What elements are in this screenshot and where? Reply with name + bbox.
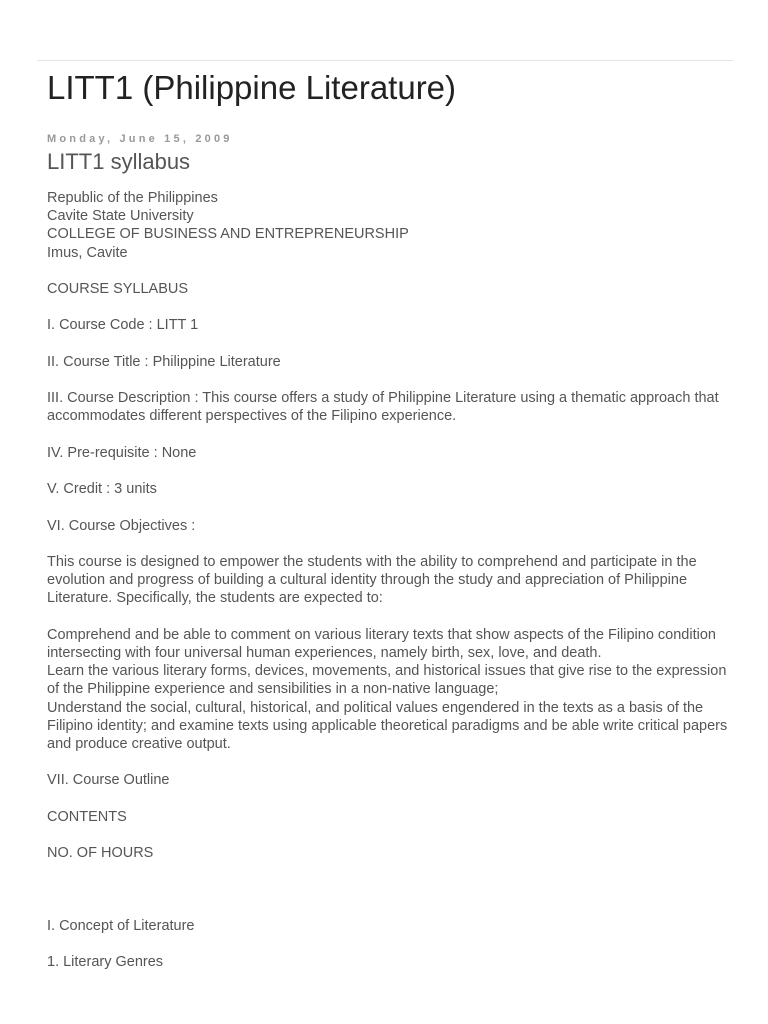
objectives-heading: VI. Course Objectives : xyxy=(47,517,196,534)
post-title[interactable]: LITT1 syllabus xyxy=(47,149,191,174)
course-syllabus-heading: COURSE SYLLABUS xyxy=(47,281,189,297)
blog-post xyxy=(47,132,737,990)
course-credit: V. Credit : 3 units xyxy=(47,481,157,498)
header-line-location: Imus, Cavite xyxy=(47,244,128,261)
course-prerequisite: IV. Pre-requisite : None xyxy=(47,444,197,461)
unit-concept-of-literature: I. Concept of Literature xyxy=(47,917,195,934)
course-title: II. Course Title : Philippine Literature xyxy=(47,353,281,370)
institution-header xyxy=(47,189,737,262)
objective-understand: Understand the social, cultural, historical, and political values engendered in the texts as a basis of the Filipino identity; and examine texts using applicable theoretical paradigms and be able write critical papers and produce creative output. xyxy=(47,699,728,752)
course-description: III. Course Description : This course offers a study of Philippine Literature using a thematic approach that accommodates different perspectives of the Filipino experience. xyxy=(47,390,719,425)
header-line-college: COLLEGE OF BUSINESS AND ENTREPRENEURSHIP xyxy=(47,226,409,243)
top-divider xyxy=(37,60,733,61)
post-body xyxy=(47,189,737,972)
literary-genres-item: 1. Literary Genres xyxy=(47,954,164,971)
outline-heading: VII. Course Outline xyxy=(47,772,170,789)
post-date: Monday, June 15, 2009 xyxy=(47,133,233,145)
course-code: I. Course Code : LITT 1 xyxy=(47,317,199,334)
objective-comprehend: Comprehend and be able to comment on various literary texts that show aspects of the Filipino condition intersecting with four universal human experiences, namely birth, sex, love, and death. xyxy=(47,626,716,661)
objectives-list xyxy=(47,626,737,753)
objective-learn: Learn the various literary forms, devices, movements, and historical issues that give rise to the expression of the Philippine experience and sensibilities in a non-native language; xyxy=(47,663,727,698)
objectives-intro: This course is designed to empower the students with the ability to comprehend and participate in the evolution and progress of building a cultural identity through the study and appreciation of Philippine Literature. Specifically, the students are expected to: xyxy=(47,553,697,607)
blog-title[interactable]: LITT1 (Philippine Literature) xyxy=(47,69,457,106)
header-line-university: Cavite State University xyxy=(47,208,194,225)
hours-label: NO. OF HOURS xyxy=(47,845,154,862)
contents-label: CONTENTS xyxy=(47,808,127,825)
header-line-republic: Republic of the Philippines xyxy=(47,190,218,206)
